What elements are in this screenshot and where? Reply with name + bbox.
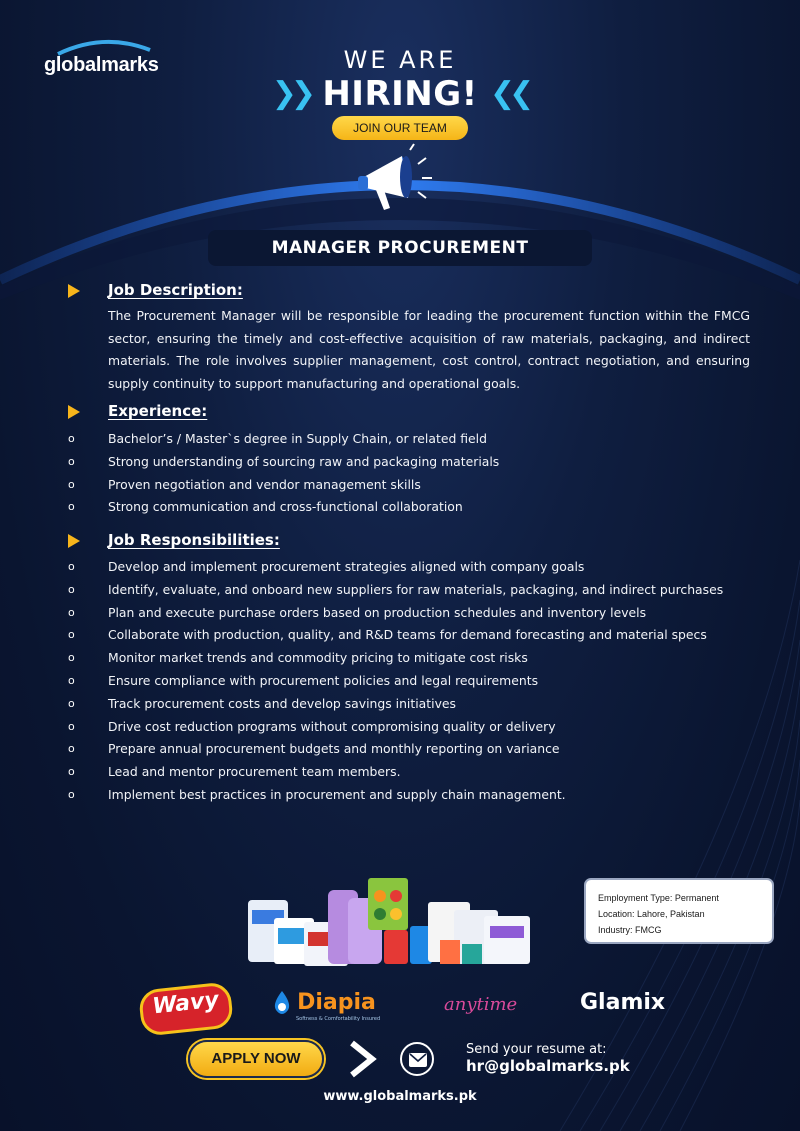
list-bullet: o xyxy=(68,787,75,801)
logo-text: globalmarks xyxy=(44,54,159,76)
wavy-brand-logo: Wavy xyxy=(138,981,235,1036)
list-bullet: o xyxy=(68,742,75,756)
send-resume-label: Send your resume at: xyxy=(466,1042,607,1057)
experience-heading: Experience: xyxy=(108,402,208,420)
list-bullet: o xyxy=(68,651,75,665)
diapia-drop-icon xyxy=(272,990,292,1016)
list-bullet: o xyxy=(68,719,75,733)
list-item-text: Collaborate with production, quality, and R&D teams for demand forecasting and material specs xyxy=(108,627,707,643)
list-bullet: o xyxy=(68,628,75,642)
hiring-heading xyxy=(0,74,800,114)
list-bullet: o xyxy=(68,696,75,710)
section-arrow-icon xyxy=(68,284,80,298)
employment-type: Employment Type: Permanent xyxy=(598,893,719,903)
list-item xyxy=(68,624,758,647)
list-item-text: Implement best practices in procurement and supply chain management. xyxy=(108,786,566,802)
section-arrow-icon xyxy=(68,534,80,548)
diapia-text: Diapia xyxy=(297,990,376,1015)
list-item xyxy=(68,761,758,784)
list-item-text: Monitor market trends and commodity pricing to mitigate cost risks xyxy=(108,650,528,666)
list-item xyxy=(68,670,758,693)
list-item xyxy=(68,496,758,519)
job-description-heading: Job Description: xyxy=(108,281,243,299)
industry: Industry: FMCG xyxy=(598,925,662,935)
list-item xyxy=(68,647,758,670)
list-item-text: Lead and mentor procurement team members. xyxy=(108,764,401,780)
list-item-text: Drive cost reduction programs without compromising quality or delivery xyxy=(108,718,556,734)
list-bullet: o xyxy=(68,673,75,687)
employment-info-box xyxy=(584,878,774,944)
list-bullet: o xyxy=(68,582,75,596)
list-bullet: o xyxy=(68,454,75,468)
list-item-text: Strong communication and cross-functional collaboration xyxy=(108,499,463,515)
list-item-text: Track procurement costs and develop savings initiatives xyxy=(108,695,456,711)
diapia-brand-logo xyxy=(272,990,381,1036)
job-description-text: The Procurement Manager will be responsible for leading the procurement function within the FMCG sector, ensuring the timely and cost-effective acquisition of raw materials, packaging, and indirect materials. The role involves supplier management, cost control, contract negotiation, and ensuring supply continuity to support manufacturing and operational goals. xyxy=(108,308,750,391)
list-item xyxy=(68,579,758,602)
job-title: MANAGER PROCUREMENT xyxy=(208,230,592,266)
responsibilities-list xyxy=(68,556,758,807)
list-item xyxy=(68,784,758,807)
list-item xyxy=(68,556,758,579)
list-item xyxy=(68,716,758,739)
list-item-text: Strong understanding of sourcing raw and packaging materials xyxy=(108,453,500,469)
list-item-text: Identify, evaluate, and onboard new suppliers for raw materials, packaging, and indirect purchases xyxy=(108,581,724,597)
list-bullet: o xyxy=(68,605,75,619)
list-bullet: o xyxy=(68,500,75,514)
list-item xyxy=(68,474,758,497)
email-link[interactable]: hr@globalmarks.pk xyxy=(466,1057,630,1075)
chevron-right-icon xyxy=(346,1040,380,1078)
product-range-image xyxy=(244,870,544,970)
list-bullet: o xyxy=(68,560,75,573)
list-bullet: o xyxy=(68,477,75,491)
job-responsibilities-heading: Job Responsibilities: xyxy=(108,531,280,549)
apply-now-button[interactable]: APPLY NOW xyxy=(188,1040,324,1078)
location: Location: Lahore, Pakistan xyxy=(598,909,705,919)
we-are-text: WE ARE xyxy=(343,46,457,74)
anytime-brand-logo: anytime xyxy=(444,994,518,1015)
experience-list xyxy=(68,428,758,519)
list-item xyxy=(68,451,758,474)
list-item-text: Develop and implement procurement strategies aligned with company goals xyxy=(108,559,585,574)
section-arrow-icon xyxy=(68,405,80,419)
list-item-text: Proven negotiation and vendor management skills xyxy=(108,476,421,492)
glamix-brand-logo: Glamix xyxy=(580,990,666,1015)
list-item-text: Prepare annual procurement budgets and monthly reporting on variance xyxy=(108,741,560,757)
hiring-text: HIRING! xyxy=(322,74,478,114)
list-item xyxy=(68,428,758,451)
list-item-text: Bachelor’s / Master`s degree in Supply Chain, or related field xyxy=(108,431,487,446)
list-item xyxy=(68,693,758,716)
diapia-tagline: Softness & Comfortability Insured xyxy=(296,1016,381,1022)
list-bullet: o xyxy=(68,432,75,445)
double-chevron-right-icon: ❯❯ xyxy=(271,76,310,111)
list-item xyxy=(68,602,758,625)
join-our-team-badge: JOIN OUR TEAM xyxy=(332,116,468,140)
double-chevron-left-icon: ❮❮ xyxy=(490,76,529,111)
list-item xyxy=(68,738,758,761)
email-icon xyxy=(400,1042,434,1076)
list-bullet: o xyxy=(68,765,75,779)
website-link[interactable]: www.globalmarks.pk xyxy=(323,1089,477,1104)
megaphone-icon xyxy=(352,142,442,214)
list-item-text: Ensure compliance with procurement policies and legal requirements xyxy=(108,672,539,688)
list-item-text: Plan and execute purchase orders based on production schedules and inventory levels xyxy=(108,604,647,620)
